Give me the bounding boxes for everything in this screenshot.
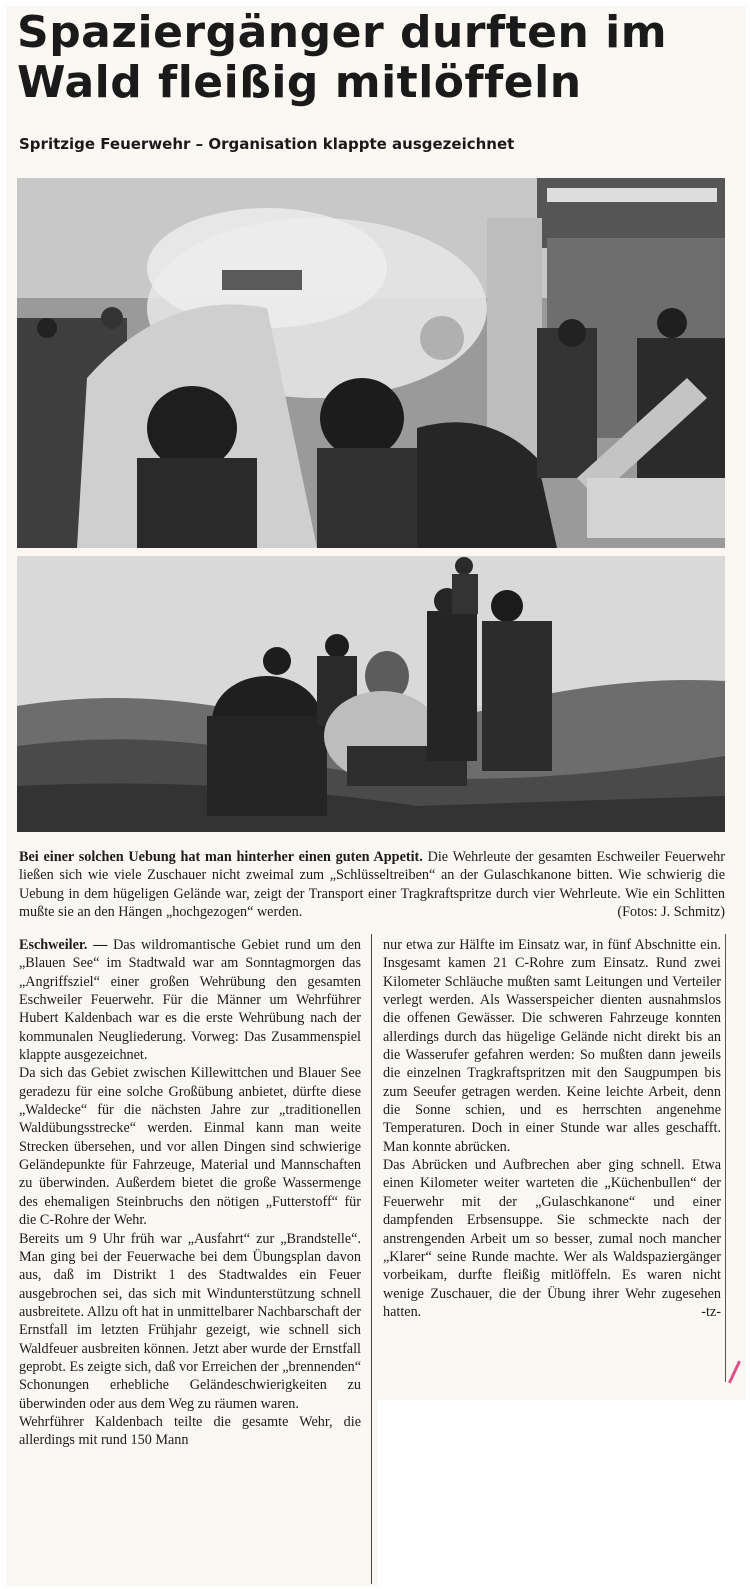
subheadline: Spritzige Feuerwehr – Organisation klappte ausgezeichnet (19, 135, 515, 153)
dateline: Eschweiler. — (19, 937, 108, 953)
article-column-2 (383, 936, 721, 1321)
clipping-cutout (378, 1400, 750, 1589)
headline: Spaziergänger durften im Wald fleißig mitlöffeln (17, 7, 668, 108)
article-column-1 (19, 936, 361, 1450)
paragraph-5: nur etwa zur Hälfte im Einsatz war, in fünf Abschnitte ein. Insgesamt kamen 21 C-Rohre zum Einsatz. Rund zwei Kilometer Schläuche mußten samt Leitungen und Verteiler verlegt werden. Als Wasserspeicher dienten ausnahmslos die offenen Gewässer. Die schweren Fahrzeuge konnten allerdings durch das hügelige Gelände nicht direkt bis an die Wasserufer gefahren werden: So mußten dann jeweils die einzelnen Tragkraftspritzen mit den Saugpumpen bis zum Seeufer getragen werden. Keine leichte Arbeit, denn die Sonne schien, und es herrschten angenehme Temperaturen. Doch in einer Stunde war alles geschafft. Man konnte abrücken. (383, 937, 721, 1155)
paragraph-4: Wehrführer Kaldenbach teilte die gesamte Wehr, die allerdings mit rund 150 Mann (19, 1413, 361, 1449)
column-divider (371, 934, 372, 1584)
photo-credit: (Fotos: J. Schmitz) (617, 904, 725, 921)
paragraph-1 (19, 936, 361, 1064)
paragraph-6 (383, 1156, 721, 1321)
paragraph-2: Da sich das Gebiet zwischen Killewittchen und Blauer See geradezu für eine solche Großübung anbietet, dürfte diese „Waldecke“ für die nächsten Jahre zur „traditionellen Waldübungsstrecke“ werden. Einmal kann man weite Strecken übersehen, und vor allen Dingen sind schwierige Geländepunkte für Fahrzeuge, Material und Mannschaften zu überwinden. Außerdem bietet die große Wassermenge des ehemaligen Steinbruchs den nötigen „Futterstoff“ für die C-Rohre der Wehr. (19, 1065, 361, 1229)
caption-lead: Bei einer solchen Uebung hat man hinterher einen guten Appetit. (19, 849, 423, 865)
author-signature: -tz- (701, 1303, 721, 1320)
paragraph-3: Bereits um 9 Uhr früh war „Ausfahrt“ zur „Brandstelle“. Man ging bei der Feuerwache bei dem Übungsplan davon aus, daß im Distrikt 1 des Stadtwaldes ein Feuer ausgebrochen sei, das sich mit Windunterstützung schnell ausbreitete. Allzu oft hat in unmittelbarer Nachbarschaft der Ernstfall im letzten Frühjahr gezeigt, wie schnell sich Waldfeuer ausbreiten können. Jetzt aber wurde der Ernstfall geprobt. Es zeigte sich, daß vor Erreichen der „brennenden“ Schonungen erhebliche Geländeschwierigkeiten zu überwinden oder aus dem Weg zu räumen waren. (19, 1230, 361, 1412)
paragraph-1-text: Das wildromantische Gebiet rund um den „Blauen See“ im Stadtwald war am Sonntagmorgen das „Angriffsziel“ einer großen Wehrübung den gesamten Eschweiler Feuerwehr. Für die Männer um Wehrführer Hubert Kaldenbach war es die erste Wehrübung nach der kommunalen Neugliederung. Vorweg: Das Zusammenspiel klappte ausgezeichnet. (19, 937, 362, 1064)
caption-text: Die Wehrleute der gesamten Eschweiler Feuerwehr ließen sich wie viele Zuschauer nicht zweimal zum „Schlüsseltreiben“ an der Gulaschkanone bitten. Wie schwierig die Uebung in dem hügeligen Gelände war, zeigt der Transport einer Tragkraftspritze durch vier Wehrleute. Wie ein Schlitten mußte sie an den Hängen „hochgezogen“ werden. (19, 849, 725, 921)
column-border (725, 934, 726, 1382)
paragraph-6-text: Das Abrücken und Aufbrechen aber ging schnell. Etwa einen Kilometer weiter warteten die „Küchenbullen“ der Feuerwehr mit der „Gulaschkanone“ und einer dampfenden Erbsensuppe. Sie schmeckte nach der anstrengenden Arbeit um so besser, zumal noch mancher „Klarer“ seine Runde machte. Wer als Waldspaziergänger vorbeikam, durfte fleißig mitlöffeln. Es waren nicht wenige Zuschauer, die der Übung ihrer Wehr zugesehen hatten. (383, 1157, 721, 1320)
photo-tragkraftspritze (17, 556, 725, 832)
photo-gulaschkanone (17, 178, 725, 548)
photo-caption (19, 848, 725, 922)
